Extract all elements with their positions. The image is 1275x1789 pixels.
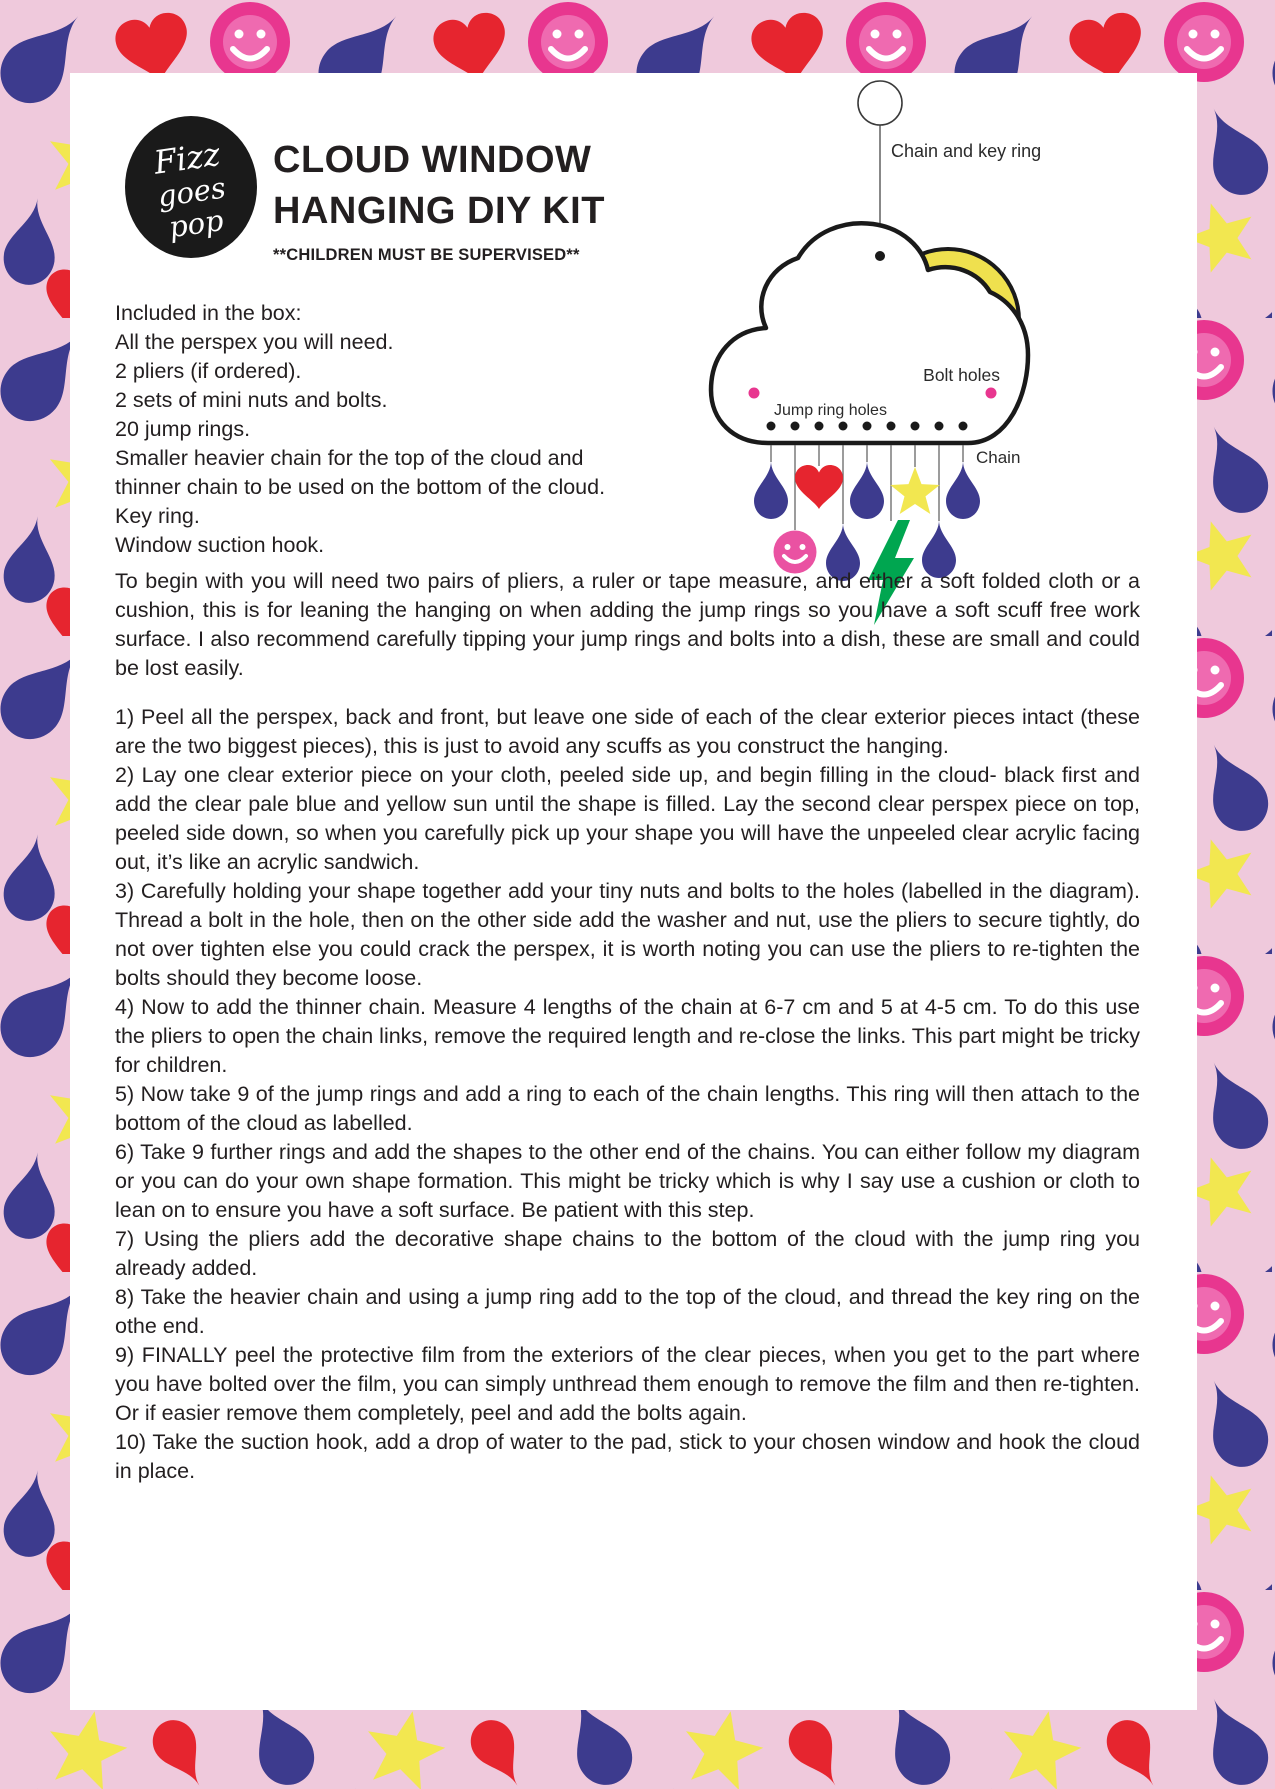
page-title-line1: CLOUD WINDOW [273, 139, 592, 181]
step-10: 10) Take the suction hook, add a drop of water to the pad, stick to your chosen window and hook the cloud in place. [115, 1430, 1140, 1483]
step-4: 4) Now to add the thinner chain. Measure 4 lengths of the chain at 6-7 cm and 5 at 4-5 cm. To do this use the pliers to open the chain links, remove the required length and re-close the links. This part might be tricky for children. [115, 995, 1140, 1077]
label-jump-ring-holes: Jump ring holes [774, 402, 887, 419]
included-item: All the perspex you will need. [115, 330, 394, 354]
intro-paragraph: To begin with you will need two pairs of pliers, a ruler or tape measure, and either a soft folded cloth or a cushion, this is for leaning the hanging on when adding the jump rings so you have a soft scuff free work surface. I also recommend carefully tipping your jump rings and bolts into a dish, these are small and could be lost easily. [115, 569, 1140, 680]
top-hole [875, 251, 885, 261]
included-item: Key ring. [115, 504, 200, 528]
key-ring-icon [858, 81, 902, 125]
included-item: 2 sets of mini nuts and bolts. [115, 388, 388, 412]
logo-word-fizz: Fizz [151, 134, 223, 182]
included-heading: Included in the box: [115, 301, 302, 325]
step-1: 1) Peel all the perspex, back and front, but leave one side of each of the clear exterior pieces intact (these are the two biggest pieces), this is just to avoid any scuffs as you construct the hanging. [115, 705, 1140, 758]
step-9: 9) FINALLY peel the protective film from the exteriors of the clear pieces, when you get to the part where you have bolted over the film, you can simply unthread them enough to remove the film and then re-tighten. Or if easier remove them completely, peel and add the bolts again. [115, 1343, 1140, 1425]
heart-icon [795, 465, 843, 509]
jump-ring-holes [767, 422, 968, 431]
included-item: 20 jump rings. [115, 417, 251, 441]
raindrop-icon [946, 461, 980, 519]
title-block [273, 135, 605, 265]
bolt-hole-right [986, 388, 997, 399]
step-5: 5) Now take 9 of the jump rings and add a ring to each of the chain lengths. This ring will then attach to the bottom of the cloud as labelled. [115, 1082, 1140, 1135]
included-item: Window suction hook. [115, 533, 325, 557]
step-7: 7) Using the pliers add the decorative shape chains to the bottom of the cloud with the jump ring you already added. [115, 1227, 1140, 1280]
brand-logo [120, 111, 265, 263]
page-title-line2: HANGING DIY KIT [273, 190, 605, 232]
step-2: 2) Lay one clear exterior piece on your cloth, peeled side up, and begin filling in the cloud- black first and add the clear pale blue and yellow sun until the shape is filled. Lay the second clear perspex piece on top, peeled side down, so when you carefully pick up your shape you will have the unpeeled clear acrylic facing out, it’s like an acrylic sandwich. [115, 763, 1140, 874]
raindrop-icon [850, 461, 884, 519]
label-chain: Chain [976, 448, 1021, 467]
supervision-note: **CHILDREN MUST BE SUPERVISED** [273, 246, 580, 264]
step-3: 3) Carefully holding your shape together add your tiny nuts and bolts to the holes (labelled in the diagram). Thread a bolt in the hole, then on the other side add the washer and nut, use the pliers to secure tightly, do not over tighten else you could crack the perspex, it is worth noting you can use the pliers to re-tighten the bolts should they become loose. [115, 879, 1140, 990]
instruction-steps [115, 703, 1140, 1486]
included-in-box-list [115, 299, 627, 560]
logo-word-pop: pop [166, 203, 226, 245]
label-bolt-holes: Bolt holes [923, 365, 1000, 385]
bolt-hole-left [749, 388, 760, 399]
step-6: 6) Take 9 further rings and add the shapes to the other end of the chains. You can either follow my diagram or you can do your own shape formation. This might be tricky which is why I say use a cushion or cloth to lean on to ensure you have a soft surface. Be patient with this step. [115, 1140, 1140, 1222]
raindrop-icon [754, 461, 788, 519]
included-item: Smaller heavier chain for the top of the cloud and thinner chain to be used on the bottom of the cloud. [115, 446, 606, 499]
included-item: 2 pliers (if ordered). [115, 359, 302, 383]
content-card [70, 73, 1197, 1710]
logo-word-goes: goes [155, 170, 228, 214]
star-icon [890, 467, 939, 514]
label-chain-and-key-ring: Chain and key ring [891, 141, 1042, 161]
step-8: 8) Take the heavier chain and using a jump ring add to the top of the cloud, and thread the key ring on the othe end. [115, 1285, 1140, 1338]
